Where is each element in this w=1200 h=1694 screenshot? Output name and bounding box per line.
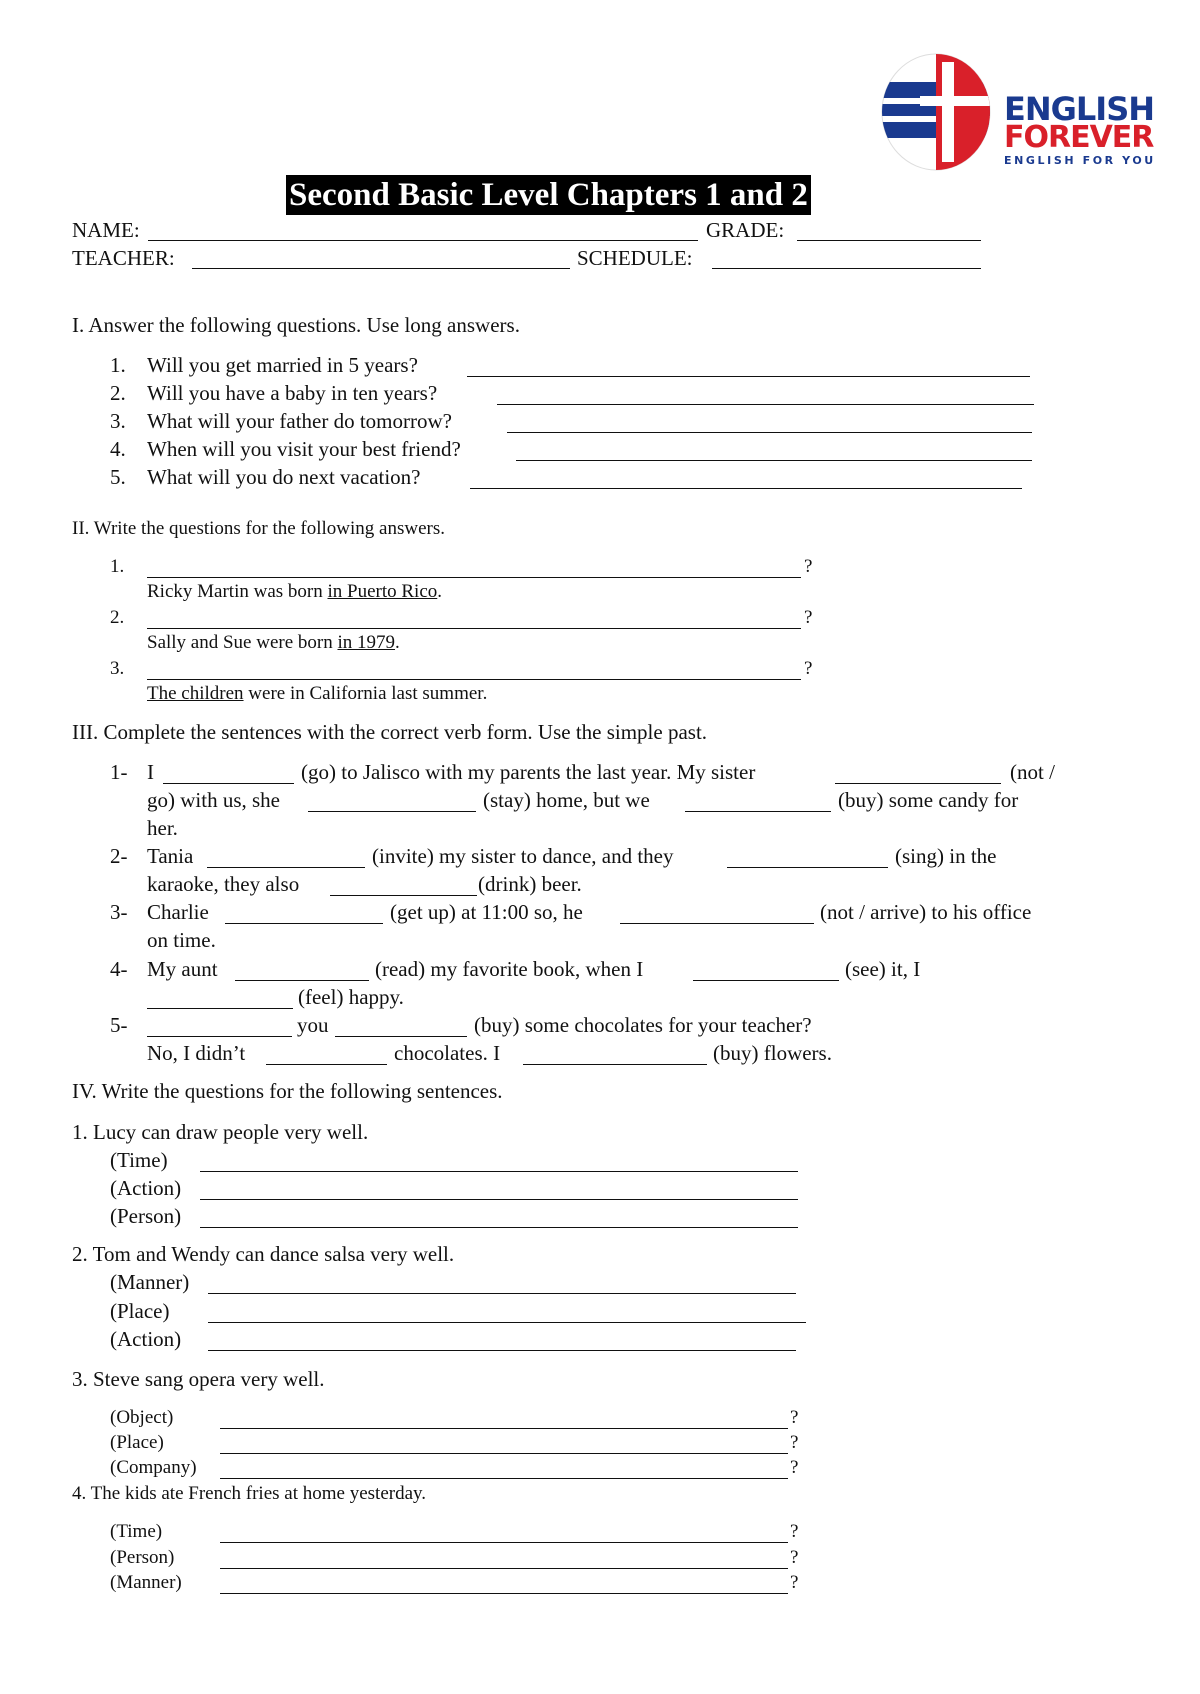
section2-instruction: II. Write the questions for the following answers.: [72, 518, 445, 539]
answer-field[interactable]: [507, 432, 1032, 433]
question-field[interactable]: [220, 1568, 788, 1569]
list-item-number: 2-: [110, 844, 128, 868]
question-field[interactable]: [200, 1171, 798, 1172]
given-answer: Ricky Martin was born in Puerto Rico.: [147, 581, 443, 602]
question-field[interactable]: [208, 1322, 806, 1323]
section3-instruction: III. Complete the sentences with the correct verb form. Use the simple past.: [72, 720, 708, 744]
answer-field[interactable]: [516, 460, 1032, 461]
sentence-text: Charlie: [147, 900, 209, 924]
teacher-field[interactable]: [192, 268, 570, 269]
question-mark: ?: [790, 1521, 799, 1542]
sentence-text: you: [297, 1013, 329, 1037]
list-item-number: 3-: [110, 900, 128, 924]
list-item-number: 2.: [110, 381, 126, 405]
sentence-text: chocolates. I: [394, 1041, 501, 1065]
sentence-text: (get up) at 11:00 so, he: [390, 900, 583, 924]
question-field[interactable]: [220, 1478, 788, 1479]
list-item-number: 5-: [110, 1013, 128, 1037]
sentence-text: her.: [147, 816, 178, 840]
question-field[interactable]: [147, 679, 801, 680]
question-mark: ?: [804, 556, 813, 577]
question-label: (Manner): [110, 1270, 190, 1294]
list-item: Will you have a baby in ten years?: [147, 381, 438, 405]
logo-brand-line2: FOREVER: [1004, 120, 1154, 155]
list-item: What will you do next vacation?: [147, 465, 421, 489]
question-field[interactable]: [220, 1453, 788, 1454]
question-field[interactable]: [220, 1593, 788, 1594]
section1-instruction: I. Answer the following questions. Use long answers.: [72, 313, 520, 337]
teacher-label: TEACHER:: [72, 246, 175, 270]
answer-field[interactable]: [470, 488, 1022, 489]
question-label: (Manner): [110, 1572, 182, 1593]
sentence-text: (buy) some chocolates for your teacher?: [474, 1013, 812, 1037]
blank-field[interactable]: [266, 1064, 387, 1065]
question-mark: ?: [804, 658, 813, 679]
question-label: (Place): [110, 1432, 164, 1453]
sentence-text: (invite) my sister to dance, and they: [372, 844, 674, 868]
section4-instruction: IV. Write the questions for the following sentences.: [72, 1079, 503, 1103]
blank-field[interactable]: [330, 895, 477, 896]
blank-field[interactable]: [147, 1008, 293, 1009]
question-mark: ?: [790, 1547, 799, 1568]
question-mark: ?: [790, 1572, 799, 1593]
sentence-text: 1. Lucy can draw people very well.: [72, 1120, 369, 1144]
list-item-number: 3.: [110, 658, 125, 679]
sentence-text: go) with us, she: [147, 788, 280, 812]
question-label: (Time): [110, 1521, 163, 1542]
answer-field[interactable]: [497, 404, 1034, 405]
list-item: What will your father do tomorrow?: [147, 409, 452, 433]
sentence-text: 4. The kids ate French fries at home yesterday.: [72, 1483, 427, 1504]
logo-brand-line1: ENGLISH: [1004, 90, 1155, 128]
list-item-number: 5.: [110, 465, 126, 489]
question-label: (Person): [110, 1204, 182, 1228]
question-label: (Object): [110, 1407, 174, 1428]
question-field[interactable]: [147, 577, 801, 578]
name-field[interactable]: [148, 240, 698, 241]
blank-field[interactable]: [727, 867, 888, 868]
list-item-number: 4.: [110, 437, 126, 461]
schedule-field[interactable]: [712, 268, 981, 269]
sentence-text: (sing) in the: [895, 844, 997, 868]
question-mark: ?: [790, 1457, 799, 1478]
sentence-text: (drink) beer.: [478, 872, 582, 896]
question-mark: ?: [790, 1432, 799, 1453]
sentence-text: karaoke, they also: [147, 872, 300, 896]
list-item: Will you get married in 5 years?: [147, 353, 418, 377]
schedule-label: SCHEDULE:: [577, 246, 693, 270]
question-mark: ?: [804, 607, 813, 628]
grade-label: GRADE:: [706, 218, 785, 242]
sentence-text: (go) to Jalisco with my parents the last year. My sister: [301, 760, 756, 784]
list-item-number: 2.: [110, 607, 125, 628]
sentence-text: 2. Tom and Wendy can dance salsa very well.: [72, 1242, 455, 1266]
blank-field[interactable]: [207, 867, 365, 868]
blank-field[interactable]: [235, 980, 369, 981]
given-answer: The children were in California last summer.: [147, 683, 488, 704]
given-answer: Sally and Sue were born in 1979.: [147, 632, 400, 653]
blank-field[interactable]: [523, 1064, 707, 1065]
logo-tagline: ENGLISH FOR YOU: [1004, 154, 1156, 167]
list-item-number: 1.: [110, 353, 126, 377]
question-field[interactable]: [220, 1542, 788, 1543]
blank-field[interactable]: [308, 811, 476, 812]
question-label: (Company): [110, 1457, 197, 1478]
sentence-text: (buy) some candy for: [838, 788, 1019, 812]
sentence-text: I: [147, 760, 154, 784]
name-label: NAME:: [72, 218, 140, 242]
sentence-text: (see) it, I: [845, 957, 921, 981]
list-item-number: 4-: [110, 957, 128, 981]
list-item-number: 1-: [110, 760, 128, 784]
question-field[interactable]: [147, 628, 801, 629]
sentence-text: (feel) happy.: [298, 985, 404, 1009]
answer-field[interactable]: [467, 376, 1030, 377]
grade-field[interactable]: [797, 240, 981, 241]
blank-field[interactable]: [225, 923, 383, 924]
blank-field[interactable]: [685, 811, 831, 812]
blank-field[interactable]: [620, 923, 814, 924]
sentence-text: 3. Steve sang opera very well.: [72, 1367, 325, 1391]
sentence-text: No, I didn’t: [147, 1041, 246, 1065]
sentence-text: (not / arrive) to his office: [820, 900, 1032, 924]
blank-field[interactable]: [693, 980, 839, 981]
sentence-text: (read) my favorite book, when I: [375, 957, 644, 981]
blank-field[interactable]: [163, 783, 294, 784]
question-label: (Time): [110, 1148, 168, 1172]
blank-field[interactable]: [335, 1036, 467, 1037]
blank-field[interactable]: [147, 1036, 292, 1037]
sentence-text: (not /: [1010, 760, 1055, 784]
sentence-text: My aunt: [147, 957, 218, 981]
question-field[interactable]: [200, 1227, 798, 1228]
list-item-number: 1.: [110, 556, 125, 577]
question-label: (Action): [110, 1327, 182, 1351]
question-label: (Action): [110, 1176, 182, 1200]
english-forever-logo-icon: [880, 52, 992, 172]
page-title: Second Basic Level Chapters 1 and 2: [286, 175, 811, 215]
question-field[interactable]: [200, 1199, 798, 1200]
sentence-text: Tania: [147, 844, 194, 868]
sentence-text: (stay) home, but we: [483, 788, 650, 812]
blank-field[interactable]: [835, 783, 1001, 784]
list-item: When will you visit your best friend?: [147, 437, 461, 461]
question-field[interactable]: [208, 1350, 796, 1351]
question-label: (Person): [110, 1547, 175, 1568]
question-mark: ?: [790, 1407, 799, 1428]
list-item-number: 3.: [110, 409, 126, 433]
question-field[interactable]: [208, 1293, 796, 1294]
sentence-text: on time.: [147, 928, 216, 952]
question-label: (Place): [110, 1299, 170, 1323]
sentence-text: (buy) flowers.: [713, 1041, 832, 1065]
question-field[interactable]: [220, 1428, 788, 1429]
